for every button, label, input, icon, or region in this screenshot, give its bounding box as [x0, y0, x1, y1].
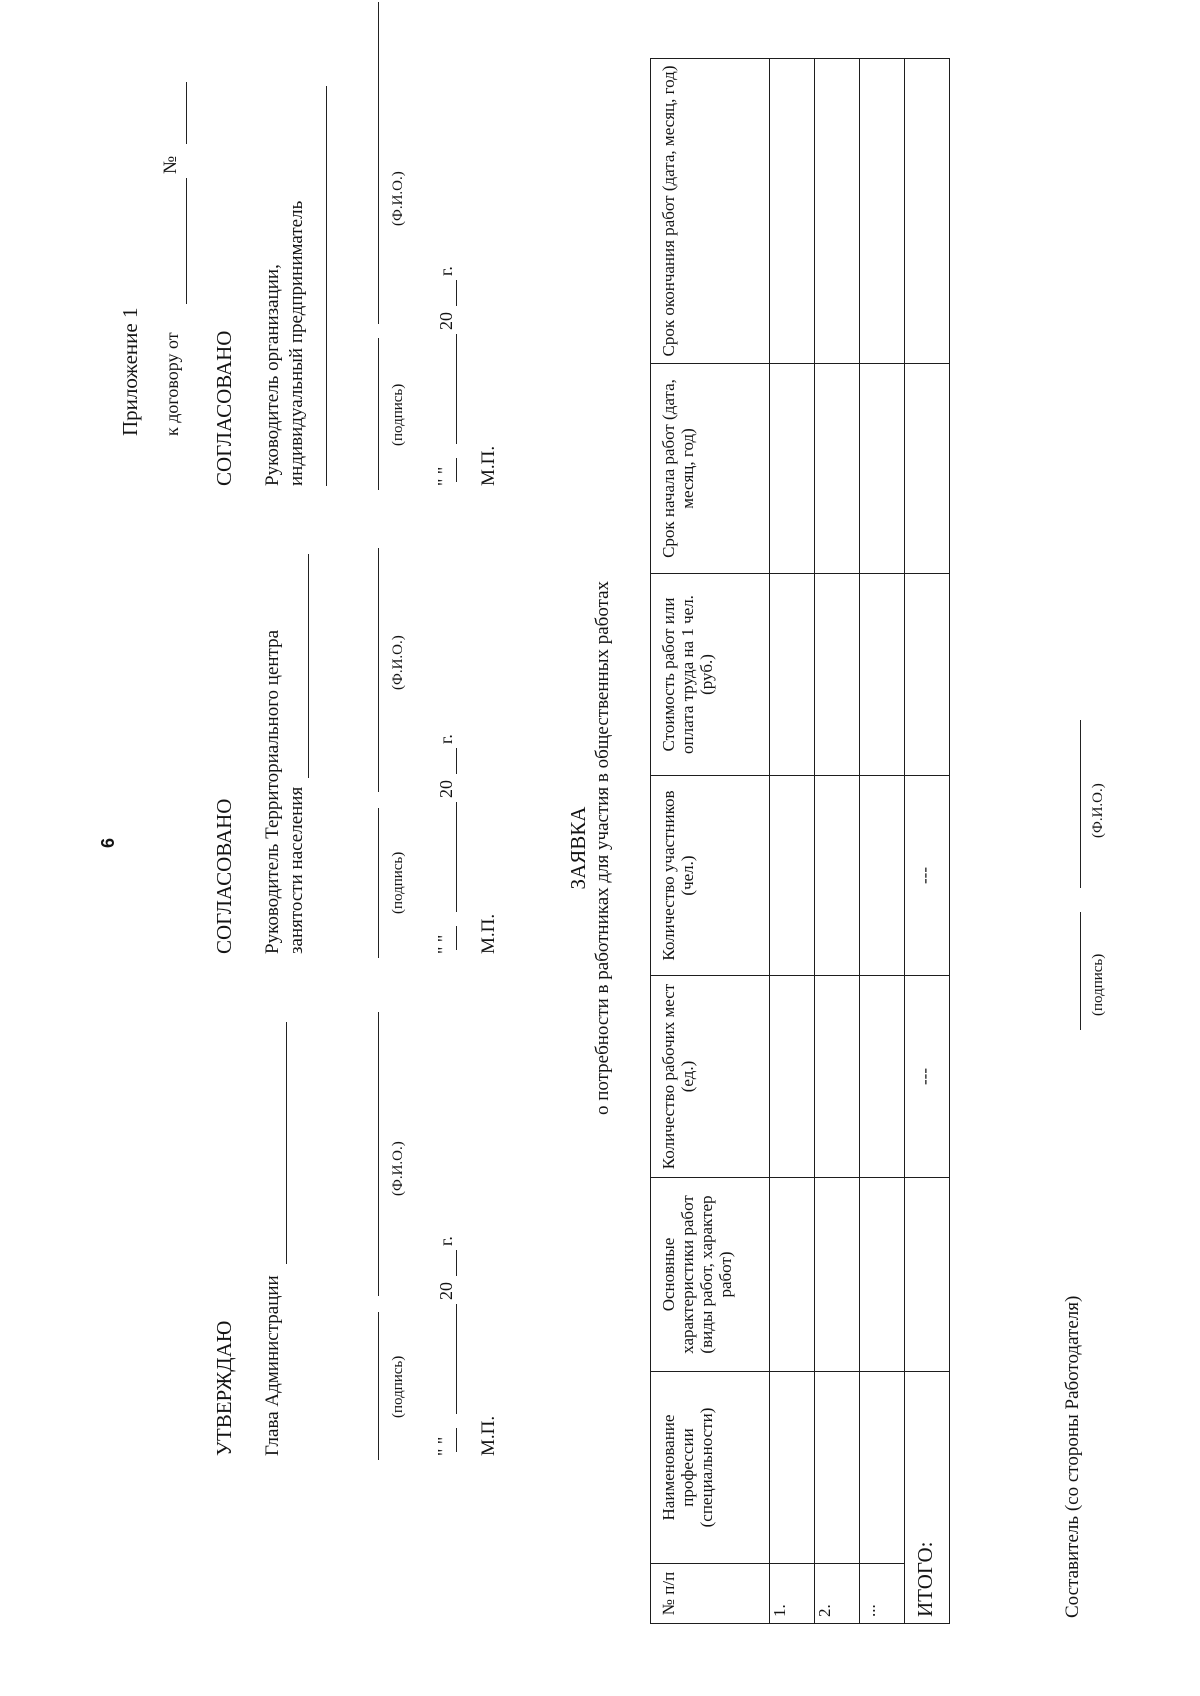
- table-cell: [770, 1178, 815, 1372]
- header-start-date: Срок начала работ (дата, месяц, год): [651, 364, 770, 574]
- table-cell: [860, 1178, 905, 1372]
- contract-date-line: [186, 178, 187, 304]
- contract-reference-text: к договору от: [162, 332, 182, 436]
- approve-name-line: [378, 1012, 379, 1296]
- page-number: 6: [98, 837, 118, 848]
- center-role-line1: Руководитель Территориального центра: [262, 629, 283, 954]
- table-cell: [770, 574, 815, 776]
- org-date-year: 20: [436, 312, 456, 330]
- org-date-quotes: " ": [434, 466, 454, 486]
- org-role-line2: индивидуальный предприниматель: [286, 200, 307, 486]
- table-cell: [815, 364, 860, 574]
- contract-number-line: [186, 82, 187, 144]
- center-date-year: 20: [436, 780, 456, 798]
- table-row: [770, 59, 815, 1624]
- table-cell: [770, 976, 815, 1178]
- header-workplaces: Количество рабочих мест (ед.): [651, 976, 770, 1178]
- center-agreed-heading: СОГЛАСОВАНО: [212, 798, 236, 954]
- approve-day-line: [456, 1428, 457, 1452]
- org-date-suffix: г.: [436, 266, 456, 276]
- table-row: [815, 59, 860, 1624]
- approve-role: Глава Администрации: [262, 1275, 283, 1456]
- org-stamp: М.П.: [478, 445, 499, 486]
- center-signature-caption: (подпись): [390, 851, 406, 914]
- table-cell: [770, 59, 815, 364]
- row-number-cell: ...: [860, 1564, 905, 1624]
- org-month-line: [456, 334, 457, 444]
- compiler-label: Составитель (со стороны Работодателя): [1062, 1295, 1083, 1618]
- org-agreed-heading: СОГЛАСОВАНО: [212, 330, 236, 486]
- table-cell: [860, 364, 905, 574]
- header-cost: Стоимость работ или оплата труда на 1 чел. (руб.): [651, 574, 770, 776]
- table-cell: [770, 776, 815, 976]
- org-role-line: [326, 86, 327, 486]
- table-cell: [860, 574, 905, 776]
- row-number-cell: 2.: [815, 1564, 860, 1624]
- appendix-title: Приложение 1: [118, 307, 142, 436]
- approve-date-year: 20: [436, 1282, 456, 1300]
- header-profession: Наименование профессии (специальности): [651, 1372, 770, 1564]
- compiler-name-line: [1080, 720, 1081, 888]
- total-label: ИТОГО:: [905, 1372, 950, 1624]
- org-name-caption: (Ф.И.О.): [390, 171, 406, 226]
- org-date: [434, 467, 455, 486]
- table-cell: [905, 1178, 950, 1372]
- org-signature-line: [378, 338, 379, 490]
- approve-signature-caption: (подпись): [390, 1355, 406, 1418]
- approve-name-caption: (Ф.И.О.): [390, 1141, 406, 1196]
- header-number: № п/п: [651, 1564, 770, 1624]
- center-month-line: [456, 802, 457, 912]
- center-day-line: [456, 926, 457, 950]
- header-participants: Количество участников (чел.): [651, 776, 770, 976]
- requirements-table: [650, 58, 950, 1624]
- table-cell: [815, 574, 860, 776]
- table-cell: [770, 364, 815, 574]
- table-cell: [905, 364, 950, 574]
- approve-date-quotes: " ": [434, 1436, 454, 1456]
- center-year-line: [456, 748, 457, 774]
- table-cell: [905, 574, 950, 776]
- table-row: [860, 59, 905, 1624]
- total-participants-dash: ---: [905, 776, 950, 976]
- table-cell: [815, 59, 860, 364]
- table-cell: [815, 1372, 860, 1564]
- row-number-cell: 1.: [770, 1564, 815, 1624]
- org-signature-caption: (подпись): [390, 383, 406, 446]
- org-year-line: [456, 280, 457, 306]
- table-cell: [905, 59, 950, 364]
- center-name-line: [378, 548, 379, 792]
- approve-signature-line: [378, 1312, 379, 1460]
- request-title: ЗАЯВКА: [566, 806, 590, 890]
- center-signature-line: [378, 808, 379, 958]
- approve-stamp: М.П.: [478, 1415, 499, 1456]
- center-date-quotes: " ": [434, 934, 454, 954]
- center-date-suffix: г.: [436, 734, 456, 744]
- table-cell: [860, 976, 905, 1178]
- org-role-line1: Руководитель организации,: [262, 264, 283, 486]
- contract-reference: [162, 332, 183, 436]
- table-cell: [815, 776, 860, 976]
- center-role-line: [308, 554, 309, 778]
- center-role-line2: занятости населения: [286, 786, 307, 954]
- compiler-signature-line: [1080, 912, 1081, 1030]
- table-cell: [860, 1372, 905, 1564]
- approve-year-line: [456, 1250, 457, 1276]
- table-cell: [860, 776, 905, 976]
- table-cell: [770, 1372, 815, 1564]
- approve-month-line: [456, 1304, 457, 1414]
- compiler-signature-caption: (подпись): [1090, 953, 1106, 1016]
- table-cell: [815, 976, 860, 1178]
- org-day-line: [456, 458, 457, 482]
- center-date: [434, 935, 455, 954]
- approve-role-line: [286, 1022, 287, 1264]
- center-name-caption: (Ф.И.О.): [390, 635, 406, 690]
- request-subtitle: о потребности в работниках для участия в общественных работах: [592, 580, 613, 1116]
- org-name-line: [378, 2, 379, 324]
- table-header-row: [651, 59, 770, 1624]
- approve-heading: УТВЕРЖДАЮ: [212, 1320, 236, 1456]
- approve-date: [434, 1437, 455, 1456]
- contract-number-sign: №: [160, 155, 181, 174]
- center-stamp: М.П.: [478, 913, 499, 954]
- total-workplaces-dash: ---: [905, 976, 950, 1178]
- header-end-date: Срок окончания работ (дата, месяц, год): [651, 59, 770, 364]
- approve-date-suffix: г.: [436, 1236, 456, 1246]
- table-cell: [860, 59, 905, 364]
- header-work-characteristics: Основные характеристики работ (виды работ, характер работ): [651, 1178, 770, 1372]
- table-cell: [815, 1178, 860, 1372]
- table-total-row: [905, 59, 950, 1624]
- compiler-name-caption: (Ф.И.О.): [1090, 783, 1106, 838]
